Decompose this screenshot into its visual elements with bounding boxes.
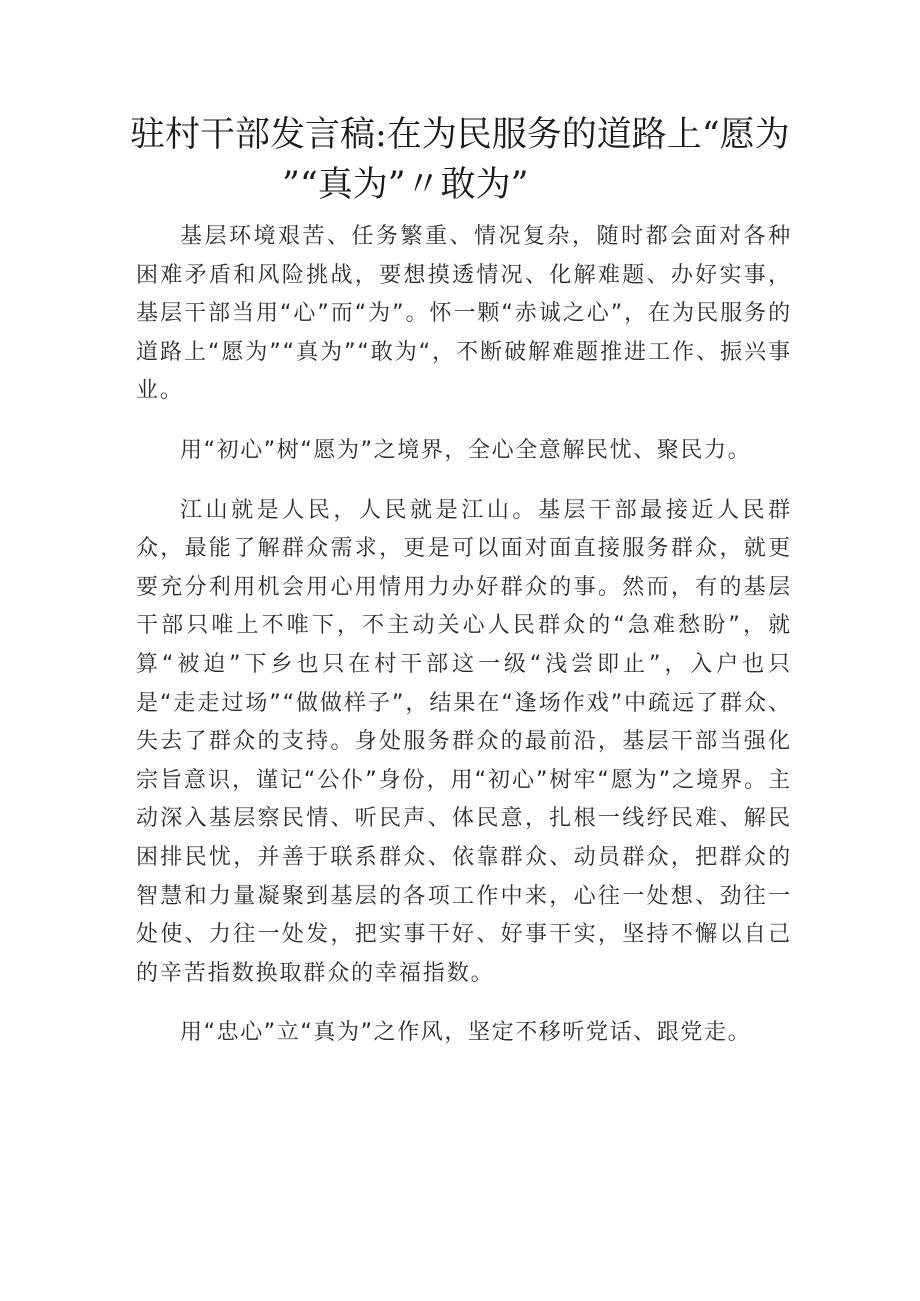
paragraph-body-1: 江山就是人民，人民就是江山。基层干部最接近人民群众，最能了解群众需求，更是可以面对面直接服务群众，就更要充分利用机会用心用情用力办好群众的事。然而，有的基层干部只唯上不唯下，不主动关心人民群众的“急难愁盼”，就算“被迫”下乡也只在村干部这一级“浅尝即止”，入户也只是“走走过场”“做做样子”，结果在“逢场作戏”中疏远了群众、失去了群众的支持。身处服务群众的最前沿，基层干部当强化宗旨意识，谨记“公仆”身份，用“初心”树牢“愿为”之境界。主动深入基层察民情、听民声、体民意，扎根一线纾民难、解民困排民忧，并善于联系群众、依靠群众、动员群众，把群众的智慧和力量凝聚到基层的各项工作中来，心往一处想、劲往一处使、力往一处发，把实事干好、好事干实，坚持不懈以自己的辛苦指数换取群众的幸福指数。 — [136, 497, 792, 986]
document-body — [136, 218, 792, 1074]
paragraph-intro: 基层环境艰苦、任务繁重、情况复杂，随时都会面对各种困难矛盾和风险挑战，要想摸透情况、化解难题、办好实事，基层干部当用“心”而“为”。怀一颗“赤诚之心”，在为民服务的道路上“愿为”“真为”“敢为“，不断破解难题推进工作、振兴事业。 — [136, 224, 792, 404]
paragraph-heading-2: 用“忠心”立“真为”之作风，坚定不移听党话、跟党走。 — [180, 1020, 752, 1046]
title-line-2: ”“真为”〃敢为” — [282, 165, 529, 205]
paragraph-heading-1: 用“初心”树“愿为”之境界，全心全意解民忧、聚民力。 — [180, 437, 752, 463]
title-line-1: 驻村干部发言稿:在为民服务的道路上“愿为 — [130, 115, 790, 155]
document-title — [130, 110, 800, 210]
